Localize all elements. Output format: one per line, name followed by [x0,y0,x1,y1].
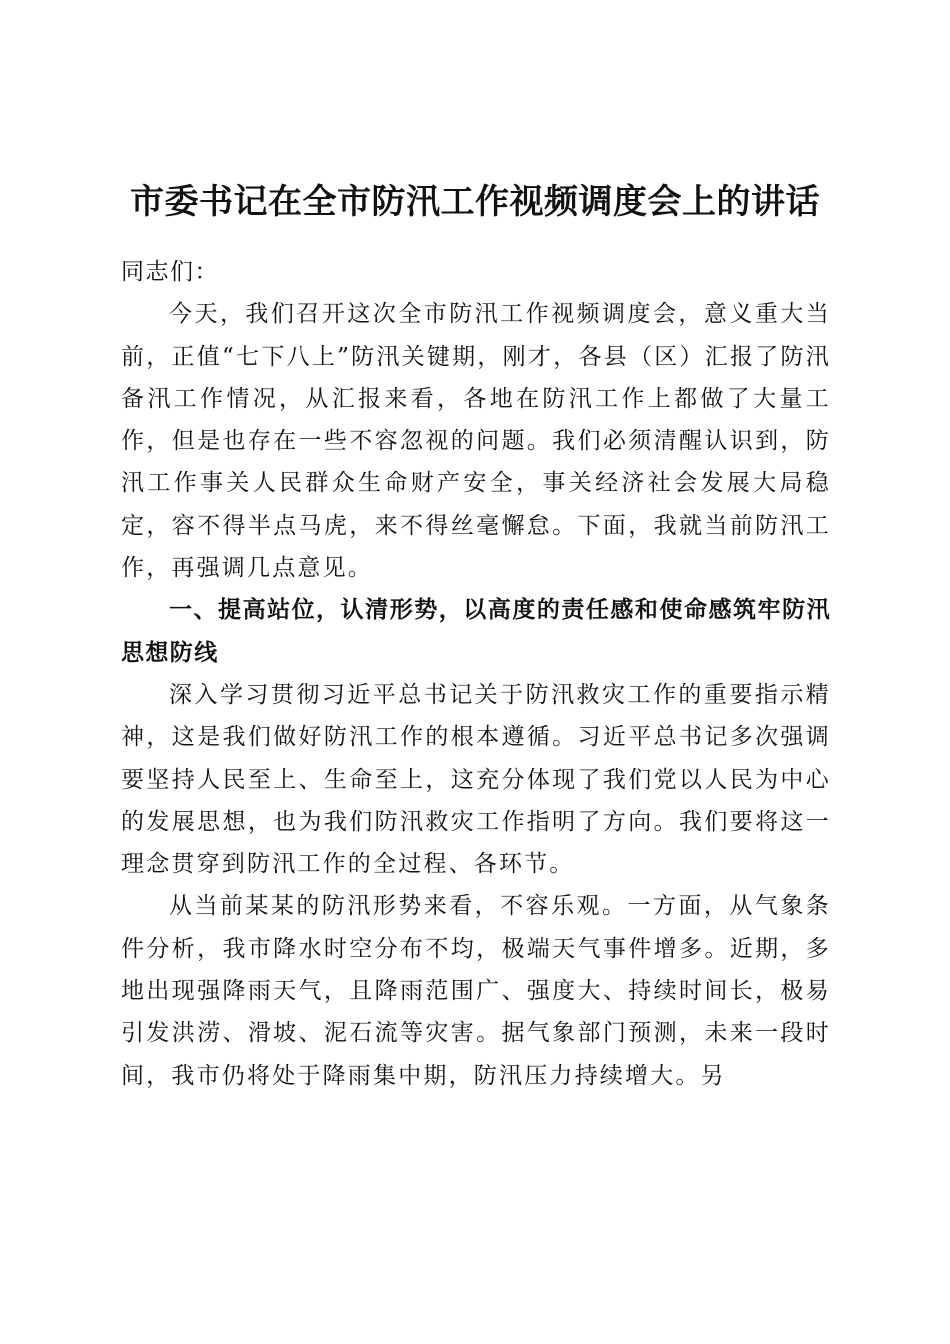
document-body [121,251,831,1097]
section-paragraph-2: 从当前某某的防汛形势来看，不容乐观。一方面，从气象条件分析，我市降水时空分布不均，极端天气事件增多。近期，多地出现强降雨天气，且降雨范围广、强度大、持续时间长，极易引发洪涝、滑坡、泥石流等灾害。据气象部门预测，未来一段时间，我市仍将处于降雨集中期，防汛压力持续增大。另 [121,893,831,1089]
salutation: 同志们： [121,259,219,285]
section-heading: 一、提高站位，认清形势，以高度的责任感和使命感筑牢防汛思想防线 [121,597,831,666]
opening-paragraph: 今天，我们召开这次全市防汛工作视频调度会，意义重大当前，正值“七下八上”防汛关键期，刚才，各县（区）汇报了防汛备汛工作情况，从汇报来看，各地在防汛工作上都做了大量工作，但是也存在一些不容忽视的问题。我们必须清醒认识到，防汛工作事关人民群众生命财产安全，事关经济社会发展大局稳定，容不得半点马虎，来不得丝毫懈怠。下面，我就当前防汛工作，再强调几点意见。 [121,301,831,582]
section-paragraph-1: 深入学习贯彻习近平总书记关于防汛救灾工作的重要指示精神，这是我们做好防汛工作的根本遵循。习近平总书记多次强调要坚持人民至上、生命至上，这充分体现了我们党以人民为中心的发展思想，也为我们防汛救灾工作指明了方向。我们要将这一理念贯穿到防汛工作的全过程、各环节。 [121,681,831,878]
document-title: 市委书记在全市防汛工作视频调度会上的讲话 [130,182,820,222]
